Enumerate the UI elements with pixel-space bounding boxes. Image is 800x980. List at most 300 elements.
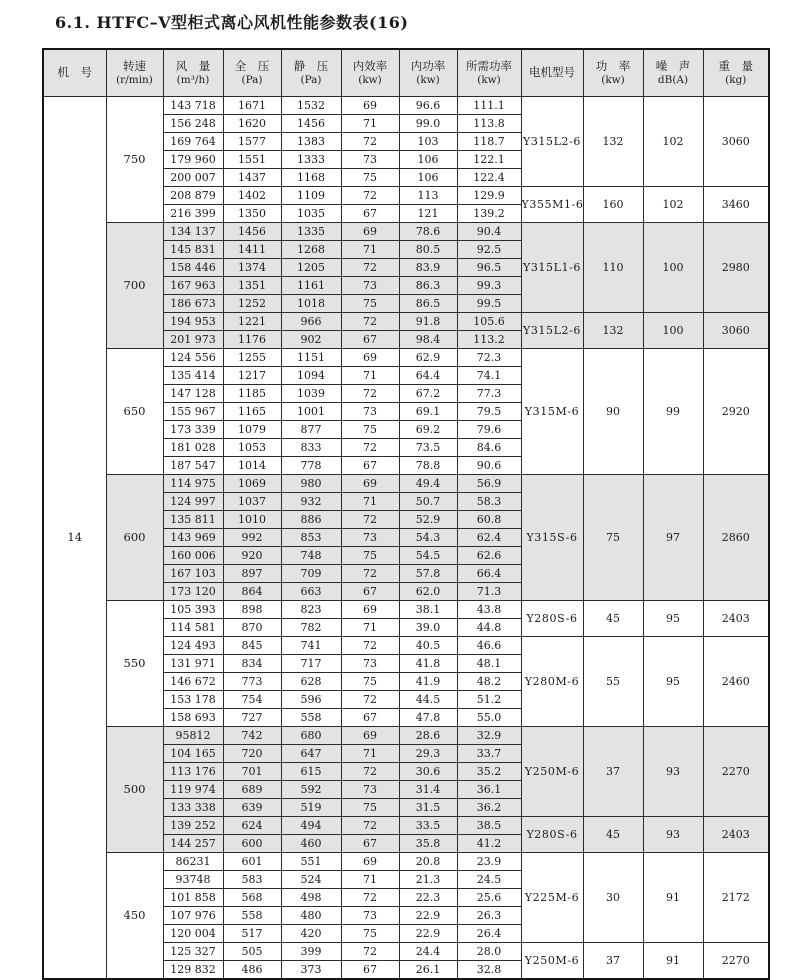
static-pressure-cell: 741	[281, 637, 341, 655]
airflow-cell: 134 137	[163, 223, 223, 241]
motor-power-cell: 55	[583, 637, 643, 727]
airflow-cell: 200 007	[163, 169, 223, 187]
total-pressure-cell: 600	[223, 835, 281, 853]
noise-cell: 97	[643, 475, 703, 601]
motor-model-cell: Y315S-6	[521, 475, 583, 601]
weight-cell: 2403	[703, 601, 769, 637]
internal-power-cell: 47.8	[399, 709, 457, 727]
efficiency-cell: 71	[341, 241, 399, 259]
motor-model-cell: Y250M-6	[521, 727, 583, 817]
efficiency-cell: 73	[341, 529, 399, 547]
speed-cell: 450	[106, 853, 163, 980]
machine-no-cell: 14	[43, 97, 106, 980]
internal-power-cell: 54.3	[399, 529, 457, 547]
internal-power-cell: 106	[399, 169, 457, 187]
internal-power-cell: 98.4	[399, 331, 457, 349]
static-pressure-cell: 1456	[281, 115, 341, 133]
internal-power-cell: 24.4	[399, 943, 457, 961]
speed-cell: 700	[106, 223, 163, 349]
col-header-name: 重 量	[718, 58, 753, 73]
internal-power-cell: 26.1	[399, 961, 457, 980]
weight-cell: 2270	[703, 727, 769, 817]
motor-model-cell: Y315L1-6	[521, 223, 583, 313]
required-power-cell: 38.5	[457, 817, 521, 835]
static-pressure-cell: 1268	[281, 241, 341, 259]
static-pressure-cell: 680	[281, 727, 341, 745]
col-header-machine-no	[43, 49, 106, 97]
efficiency-cell: 72	[341, 943, 399, 961]
total-pressure-cell: 1037	[223, 493, 281, 511]
internal-power-cell: 80.5	[399, 241, 457, 259]
internal-power-cell: 21.3	[399, 871, 457, 889]
noise-cell: 100	[643, 223, 703, 313]
total-pressure-cell: 773	[223, 673, 281, 691]
efficiency-cell: 67	[341, 457, 399, 475]
efficiency-cell: 72	[341, 259, 399, 277]
static-pressure-cell: 663	[281, 583, 341, 601]
airflow-cell: 173 120	[163, 583, 223, 601]
col-header-unit: (kw)	[358, 74, 382, 87]
weight-cell: 2460	[703, 637, 769, 727]
col-header-unit: (kw)	[477, 74, 501, 87]
required-power-cell: 32.9	[457, 727, 521, 745]
efficiency-cell: 72	[341, 637, 399, 655]
motor-power-cell: 132	[583, 97, 643, 187]
motor-power-cell: 90	[583, 349, 643, 475]
airflow-cell: 143 969	[163, 529, 223, 547]
required-power-cell: 33.7	[457, 745, 521, 763]
static-pressure-cell: 551	[281, 853, 341, 871]
static-pressure-cell: 1161	[281, 277, 341, 295]
required-power-cell: 79.6	[457, 421, 521, 439]
static-pressure-cell: 628	[281, 673, 341, 691]
efficiency-cell: 72	[341, 691, 399, 709]
col-header-name: 机 号	[57, 65, 92, 80]
col-header-weight	[703, 49, 769, 97]
noise-cell: 91	[643, 943, 703, 980]
airflow-cell: 146 672	[163, 673, 223, 691]
motor-model-cell: Y280S-6	[521, 601, 583, 637]
required-power-cell: 71.3	[457, 583, 521, 601]
internal-power-cell: 78.8	[399, 457, 457, 475]
airflow-cell: 160 006	[163, 547, 223, 565]
table-row	[43, 97, 769, 115]
required-power-cell: 62.6	[457, 547, 521, 565]
efficiency-cell: 72	[341, 817, 399, 835]
static-pressure-cell: 1035	[281, 205, 341, 223]
col-header-name: 全 压	[234, 58, 270, 73]
airflow-cell: 167 963	[163, 277, 223, 295]
static-pressure-cell: 420	[281, 925, 341, 943]
required-power-cell: 36.2	[457, 799, 521, 817]
required-power-cell: 41.2	[457, 835, 521, 853]
static-pressure-cell: 480	[281, 907, 341, 925]
internal-power-cell: 103	[399, 133, 457, 151]
airflow-cell: 144 257	[163, 835, 223, 853]
total-pressure-cell: 689	[223, 781, 281, 799]
total-pressure-cell: 1014	[223, 457, 281, 475]
static-pressure-cell: 1205	[281, 259, 341, 277]
efficiency-cell: 75	[341, 925, 399, 943]
static-pressure-cell: 647	[281, 745, 341, 763]
motor-power-cell: 45	[583, 817, 643, 853]
efficiency-cell: 67	[341, 583, 399, 601]
airflow-cell: 107 976	[163, 907, 223, 925]
airflow-cell: 114 975	[163, 475, 223, 493]
col-header-motor-model	[521, 49, 583, 97]
total-pressure-cell: 742	[223, 727, 281, 745]
static-pressure-cell: 823	[281, 601, 341, 619]
required-power-cell: 24.5	[457, 871, 521, 889]
internal-power-cell: 38.1	[399, 601, 457, 619]
required-power-cell: 92.5	[457, 241, 521, 259]
efficiency-cell: 72	[341, 439, 399, 457]
airflow-cell: 158 693	[163, 709, 223, 727]
total-pressure-cell: 505	[223, 943, 281, 961]
total-pressure-cell: 568	[223, 889, 281, 907]
airflow-cell: 105 393	[163, 601, 223, 619]
required-power-cell: 43.8	[457, 601, 521, 619]
col-header-unit: (kg)	[725, 74, 747, 87]
internal-power-cell: 57.8	[399, 565, 457, 583]
airflow-cell: 129 832	[163, 961, 223, 980]
total-pressure-cell: 1217	[223, 367, 281, 385]
airflow-cell: 135 811	[163, 511, 223, 529]
airflow-cell: 125 327	[163, 943, 223, 961]
efficiency-cell: 71	[341, 493, 399, 511]
internal-power-cell: 64.4	[399, 367, 457, 385]
required-power-cell: 79.5	[457, 403, 521, 421]
airflow-cell: 216 399	[163, 205, 223, 223]
efficiency-cell: 72	[341, 133, 399, 151]
weight-cell: 3460	[703, 187, 769, 223]
airflow-cell: 167 103	[163, 565, 223, 583]
internal-power-cell: 22.9	[399, 925, 457, 943]
motor-model-cell: Y315M-6	[521, 349, 583, 475]
efficiency-cell: 75	[341, 673, 399, 691]
required-power-cell: 90.6	[457, 457, 521, 475]
internal-power-cell: 99.0	[399, 115, 457, 133]
efficiency-cell: 71	[341, 115, 399, 133]
motor-model-cell: Y315L2-6	[521, 97, 583, 187]
required-power-cell: 26.4	[457, 925, 521, 943]
efficiency-cell: 72	[341, 565, 399, 583]
motor-power-cell: 75	[583, 475, 643, 601]
speed-cell: 650	[106, 349, 163, 475]
col-header-speed	[106, 49, 163, 97]
noise-cell: 100	[643, 313, 703, 349]
col-header-name: 功 率	[595, 58, 631, 73]
internal-power-cell: 86.5	[399, 295, 457, 313]
total-pressure-cell: 834	[223, 655, 281, 673]
static-pressure-cell: 399	[281, 943, 341, 961]
fan-performance-table	[42, 48, 770, 980]
static-pressure-cell: 1001	[281, 403, 341, 421]
required-power-cell: 74.1	[457, 367, 521, 385]
weight-cell: 2980	[703, 223, 769, 313]
static-pressure-cell: 460	[281, 835, 341, 853]
required-power-cell: 77.3	[457, 385, 521, 403]
total-pressure-cell: 639	[223, 799, 281, 817]
efficiency-cell: 67	[341, 331, 399, 349]
total-pressure-cell: 870	[223, 619, 281, 637]
static-pressure-cell: 886	[281, 511, 341, 529]
total-pressure-cell: 1402	[223, 187, 281, 205]
efficiency-cell: 71	[341, 871, 399, 889]
internal-power-cell: 83.9	[399, 259, 457, 277]
col-header-name: 噪 声	[655, 58, 691, 73]
static-pressure-cell: 833	[281, 439, 341, 457]
required-power-cell: 46.6	[457, 637, 521, 655]
static-pressure-cell: 558	[281, 709, 341, 727]
airflow-cell: 147 128	[163, 385, 223, 403]
airflow-cell: 155 967	[163, 403, 223, 421]
airflow-cell: 101 858	[163, 889, 223, 907]
internal-power-cell: 40.5	[399, 637, 457, 655]
efficiency-cell: 67	[341, 709, 399, 727]
motor-power-cell: 30	[583, 853, 643, 943]
efficiency-cell: 67	[341, 205, 399, 223]
total-pressure-cell: 1577	[223, 133, 281, 151]
static-pressure-cell: 1532	[281, 97, 341, 115]
total-pressure-cell: 1351	[223, 277, 281, 295]
motor-model-cell: Y250M-6	[521, 943, 583, 980]
static-pressure-cell: 748	[281, 547, 341, 565]
required-power-cell: 35.2	[457, 763, 521, 781]
required-power-cell: 36.1	[457, 781, 521, 799]
required-power-cell: 139.2	[457, 205, 521, 223]
total-pressure-cell: 864	[223, 583, 281, 601]
total-pressure-cell: 1671	[223, 97, 281, 115]
internal-power-cell: 22.3	[399, 889, 457, 907]
total-pressure-cell: 1255	[223, 349, 281, 367]
col-header-motor-power	[583, 49, 643, 97]
efficiency-cell: 69	[341, 97, 399, 115]
airflow-cell: 169 764	[163, 133, 223, 151]
required-power-cell: 96.5	[457, 259, 521, 277]
noise-cell: 102	[643, 97, 703, 187]
required-power-cell: 105.6	[457, 313, 521, 331]
efficiency-cell: 73	[341, 277, 399, 295]
airflow-cell: 131 971	[163, 655, 223, 673]
efficiency-cell: 69	[341, 601, 399, 619]
static-pressure-cell: 980	[281, 475, 341, 493]
required-power-cell: 118.7	[457, 133, 521, 151]
static-pressure-cell: 498	[281, 889, 341, 907]
internal-power-cell: 30.6	[399, 763, 457, 781]
airflow-cell: 158 446	[163, 259, 223, 277]
total-pressure-cell: 898	[223, 601, 281, 619]
table-row	[43, 727, 769, 745]
efficiency-cell: 75	[341, 799, 399, 817]
total-pressure-cell: 1069	[223, 475, 281, 493]
internal-power-cell: 29.3	[399, 745, 457, 763]
efficiency-cell: 67	[341, 835, 399, 853]
airflow-cell: 181 028	[163, 439, 223, 457]
efficiency-cell: 72	[341, 385, 399, 403]
internal-power-cell: 22.9	[399, 907, 457, 925]
speed-cell: 600	[106, 475, 163, 601]
airflow-cell: 113 176	[163, 763, 223, 781]
airflow-cell: 145 831	[163, 241, 223, 259]
required-power-cell: 58.3	[457, 493, 521, 511]
noise-cell: 95	[643, 637, 703, 727]
internal-power-cell: 121	[399, 205, 457, 223]
table-row	[43, 223, 769, 241]
required-power-cell: 48.1	[457, 655, 521, 673]
total-pressure-cell: 558	[223, 907, 281, 925]
total-pressure-cell: 845	[223, 637, 281, 655]
required-power-cell: 56.9	[457, 475, 521, 493]
static-pressure-cell: 592	[281, 781, 341, 799]
static-pressure-cell: 853	[281, 529, 341, 547]
motor-power-cell: 37	[583, 943, 643, 980]
weight-cell: 2860	[703, 475, 769, 601]
required-power-cell: 25.6	[457, 889, 521, 907]
internal-power-cell: 62.0	[399, 583, 457, 601]
static-pressure-cell: 778	[281, 457, 341, 475]
required-power-cell: 28.0	[457, 943, 521, 961]
internal-power-cell: 41.9	[399, 673, 457, 691]
total-pressure-cell: 992	[223, 529, 281, 547]
speed-cell: 750	[106, 97, 163, 223]
total-pressure-cell: 1374	[223, 259, 281, 277]
motor-model-cell: Y315L2-6	[521, 313, 583, 349]
efficiency-cell: 73	[341, 907, 399, 925]
airflow-cell: 156 248	[163, 115, 223, 133]
internal-power-cell: 78.6	[399, 223, 457, 241]
col-header-unit: (Pa)	[241, 74, 263, 87]
required-power-cell: 44.8	[457, 619, 521, 637]
internal-power-cell: 20.8	[399, 853, 457, 871]
total-pressure-cell: 897	[223, 565, 281, 583]
efficiency-cell: 73	[341, 151, 399, 169]
efficiency-cell: 72	[341, 187, 399, 205]
motor-power-cell: 160	[583, 187, 643, 223]
static-pressure-cell: 1094	[281, 367, 341, 385]
efficiency-cell: 69	[341, 475, 399, 493]
total-pressure-cell: 1165	[223, 403, 281, 421]
col-header-name: 转速	[123, 58, 146, 73]
static-pressure-cell: 596	[281, 691, 341, 709]
col-header-noise	[643, 49, 703, 97]
total-pressure-cell: 1252	[223, 295, 281, 313]
airflow-cell: 186 673	[163, 295, 223, 313]
internal-power-cell: 33.5	[399, 817, 457, 835]
internal-power-cell: 86.3	[399, 277, 457, 295]
airflow-cell: 194 953	[163, 313, 223, 331]
internal-power-cell: 69.2	[399, 421, 457, 439]
col-header-internal-power	[399, 49, 457, 97]
weight-cell: 2270	[703, 943, 769, 980]
static-pressure-cell: 902	[281, 331, 341, 349]
efficiency-cell: 72	[341, 313, 399, 331]
required-power-cell: 122.1	[457, 151, 521, 169]
efficiency-cell: 75	[341, 421, 399, 439]
efficiency-cell: 71	[341, 367, 399, 385]
efficiency-cell: 69	[341, 727, 399, 745]
col-header-efficiency	[341, 49, 399, 97]
airflow-cell: 119 974	[163, 781, 223, 799]
airflow-cell: 133 338	[163, 799, 223, 817]
total-pressure-cell: 1079	[223, 421, 281, 439]
motor-power-cell: 132	[583, 313, 643, 349]
col-header-name: 静 压	[293, 58, 329, 73]
airflow-cell: 95812	[163, 727, 223, 745]
col-header-unit: (kw)	[601, 74, 625, 87]
efficiency-cell: 75	[341, 295, 399, 313]
weight-cell: 2172	[703, 853, 769, 943]
static-pressure-cell: 615	[281, 763, 341, 781]
internal-power-cell: 91.8	[399, 313, 457, 331]
table-row	[43, 853, 769, 871]
total-pressure-cell: 624	[223, 817, 281, 835]
efficiency-cell: 72	[341, 889, 399, 907]
total-pressure-cell: 1350	[223, 205, 281, 223]
speed-cell: 550	[106, 601, 163, 727]
total-pressure-cell: 1053	[223, 439, 281, 457]
airflow-cell: 104 165	[163, 745, 223, 763]
efficiency-cell: 73	[341, 781, 399, 799]
page-title: 6.1. HTFC–V型柜式离心风机性能参数表(16)	[55, 13, 409, 32]
internal-power-cell: 31.5	[399, 799, 457, 817]
col-header-unit: (r/min)	[116, 74, 153, 87]
col-header-unit: dB(A)	[657, 74, 689, 87]
required-power-cell: 60.8	[457, 511, 521, 529]
efficiency-cell: 69	[341, 853, 399, 871]
static-pressure-cell: 782	[281, 619, 341, 637]
internal-power-cell: 54.5	[399, 547, 457, 565]
col-header-name: 内效率	[352, 58, 388, 73]
efficiency-cell: 71	[341, 745, 399, 763]
internal-power-cell: 67.2	[399, 385, 457, 403]
efficiency-cell: 69	[341, 349, 399, 367]
airflow-cell: 93748	[163, 871, 223, 889]
efficiency-cell: 71	[341, 619, 399, 637]
total-pressure-cell: 754	[223, 691, 281, 709]
internal-power-cell: 113	[399, 187, 457, 205]
efficiency-cell: 72	[341, 511, 399, 529]
required-power-cell: 84.6	[457, 439, 521, 457]
motor-model-cell: Y225M-6	[521, 853, 583, 943]
motor-model-cell: Y280M-6	[521, 637, 583, 727]
efficiency-cell: 75	[341, 547, 399, 565]
efficiency-cell: 67	[341, 961, 399, 980]
total-pressure-cell: 920	[223, 547, 281, 565]
airflow-cell: 173 339	[163, 421, 223, 439]
noise-cell: 102	[643, 187, 703, 223]
static-pressure-cell: 1383	[281, 133, 341, 151]
airflow-cell: 135 414	[163, 367, 223, 385]
static-pressure-cell: 877	[281, 421, 341, 439]
col-header-name: 所需功率	[466, 58, 512, 73]
required-power-cell: 55.0	[457, 709, 521, 727]
static-pressure-cell: 932	[281, 493, 341, 511]
internal-power-cell: 96.6	[399, 97, 457, 115]
airflow-cell: 139 252	[163, 817, 223, 835]
table-body	[43, 97, 769, 980]
col-header-unit: (kw)	[416, 74, 440, 87]
airflow-cell: 120 004	[163, 925, 223, 943]
efficiency-cell: 75	[341, 169, 399, 187]
static-pressure-cell: 709	[281, 565, 341, 583]
total-pressure-cell: 1411	[223, 241, 281, 259]
static-pressure-cell: 373	[281, 961, 341, 980]
internal-power-cell: 35.8	[399, 835, 457, 853]
airflow-cell: 86231	[163, 853, 223, 871]
total-pressure-cell: 727	[223, 709, 281, 727]
weight-cell: 3060	[703, 313, 769, 349]
